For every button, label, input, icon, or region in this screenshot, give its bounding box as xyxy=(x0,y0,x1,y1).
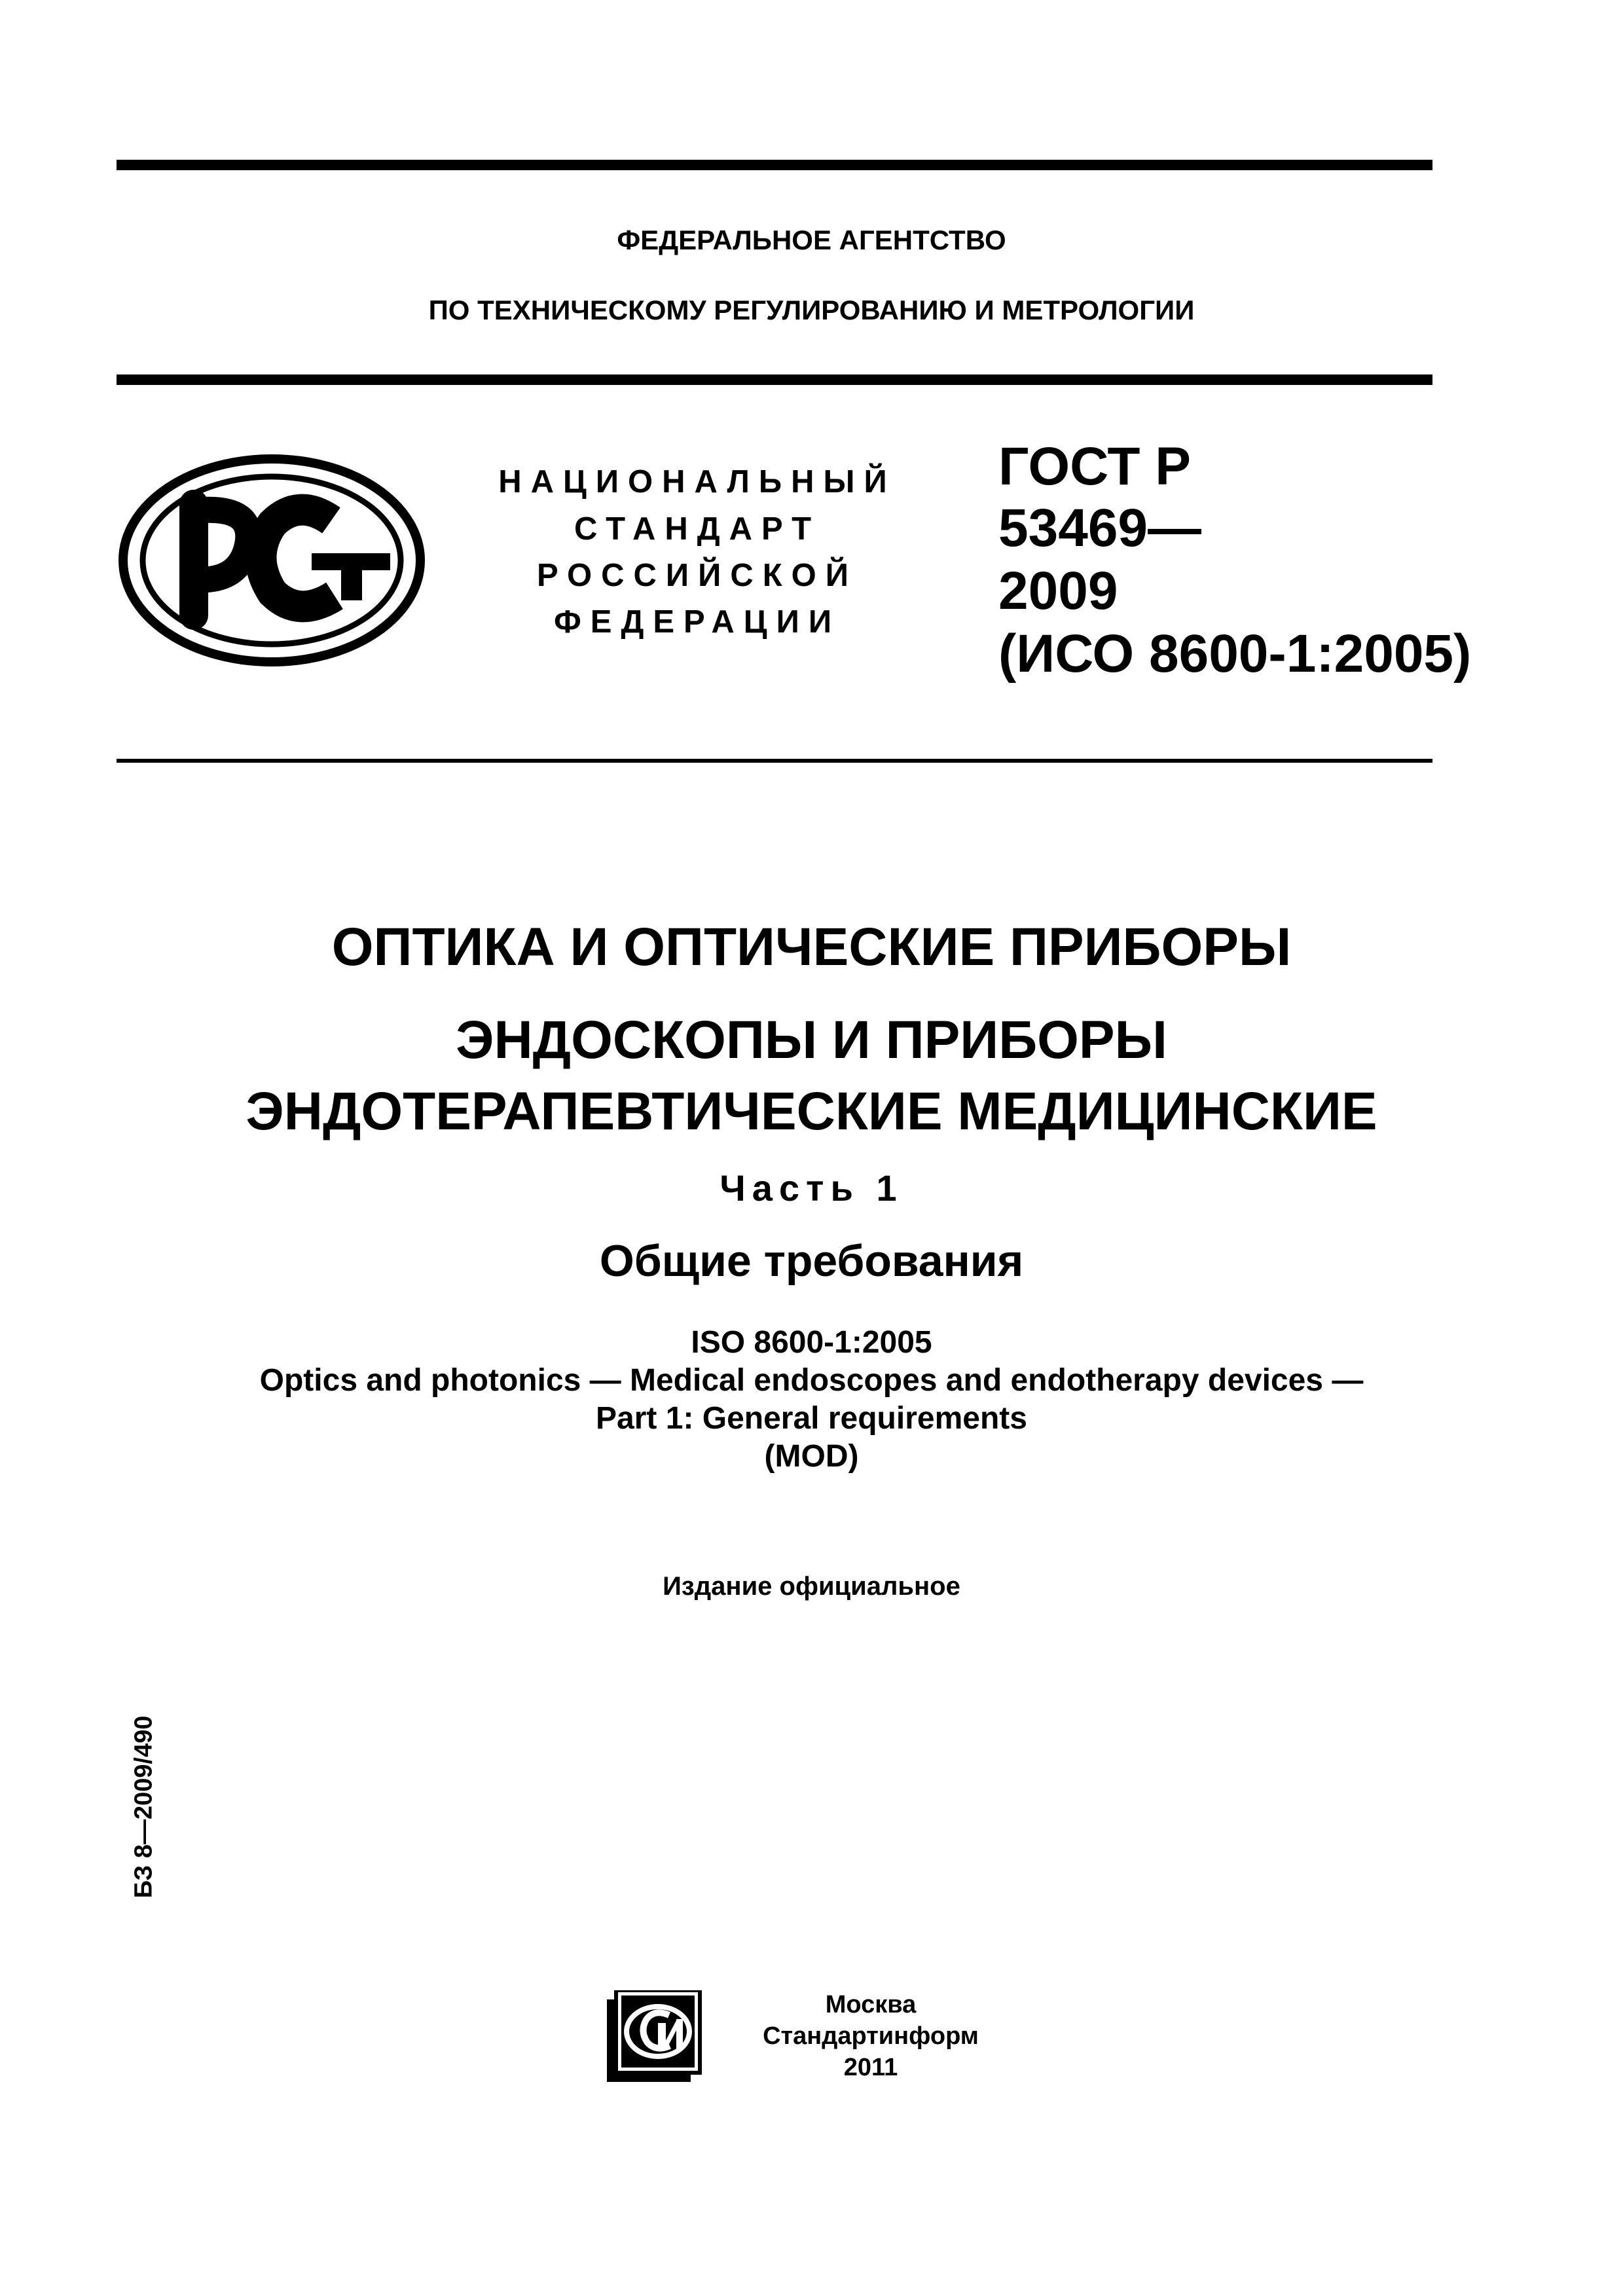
designation-line-1: ГОСТ Р xyxy=(998,437,1191,496)
agency-line-1: ФЕДЕРАЛЬНОЕ АГЕНТСТВО xyxy=(617,225,1006,255)
national-standard-line-1: НАЦИОНАЛЬНЫЙ xyxy=(498,464,896,500)
title-line-3: ЭНДОТЕРАПЕВТИЧЕСКИЕ МЕДИЦИНСКИЕ xyxy=(246,1082,1377,1141)
standartinform-logo-icon xyxy=(607,1990,702,2082)
iso-line-3: Part 1: General requirements xyxy=(596,1401,1027,1436)
side-code: БЗ 8—2009/490 xyxy=(130,1715,158,1899)
iso-line-4: (MOD) xyxy=(764,1439,859,1474)
part-label: Часть 1 xyxy=(720,1167,903,1209)
iso-line-2: Optics and photonics — Medical endoscopes and endotherapy devices — xyxy=(259,1363,1364,1398)
designation-line-2: 53469— xyxy=(998,498,1202,558)
agency-line-2: ПО ТЕХНИЧЕСКОМУ РЕГУЛИРОВАНИЮ И МЕТРОЛОГИИ xyxy=(428,295,1195,325)
title-line-1: ОПТИКА И ОПТИЧЕСКИЕ ПРИБОРЫ xyxy=(331,917,1292,977)
publisher-city: Москва xyxy=(825,1991,917,2018)
rst-logo-icon xyxy=(115,452,428,669)
edition-label: Издание официальное xyxy=(663,1572,960,1601)
national-standard-line-4: ФЕДЕРАЦИИ xyxy=(553,604,841,640)
designation-line-4: (ИСО 8600-1:2005) xyxy=(998,624,1472,683)
iso-line-1: ISO 8600-1:2005 xyxy=(691,1325,932,1360)
national-standard-line-3: РОССИЙСКОЙ xyxy=(537,558,858,593)
national-standard-line-2: СТАНДАРТ xyxy=(574,511,821,547)
publisher-name: Стандартинформ xyxy=(763,2022,979,2050)
subtitle: Общие требования xyxy=(599,1236,1024,1286)
top-rule xyxy=(117,160,1432,170)
designation-line-3: 2009 xyxy=(998,561,1118,621)
title-line-2: ЭНДОСКОПЫ И ПРИБОРЫ xyxy=(456,1010,1167,1070)
publisher-year: 2011 xyxy=(843,2054,898,2081)
section-rule xyxy=(117,759,1432,763)
header-rule xyxy=(117,374,1432,385)
